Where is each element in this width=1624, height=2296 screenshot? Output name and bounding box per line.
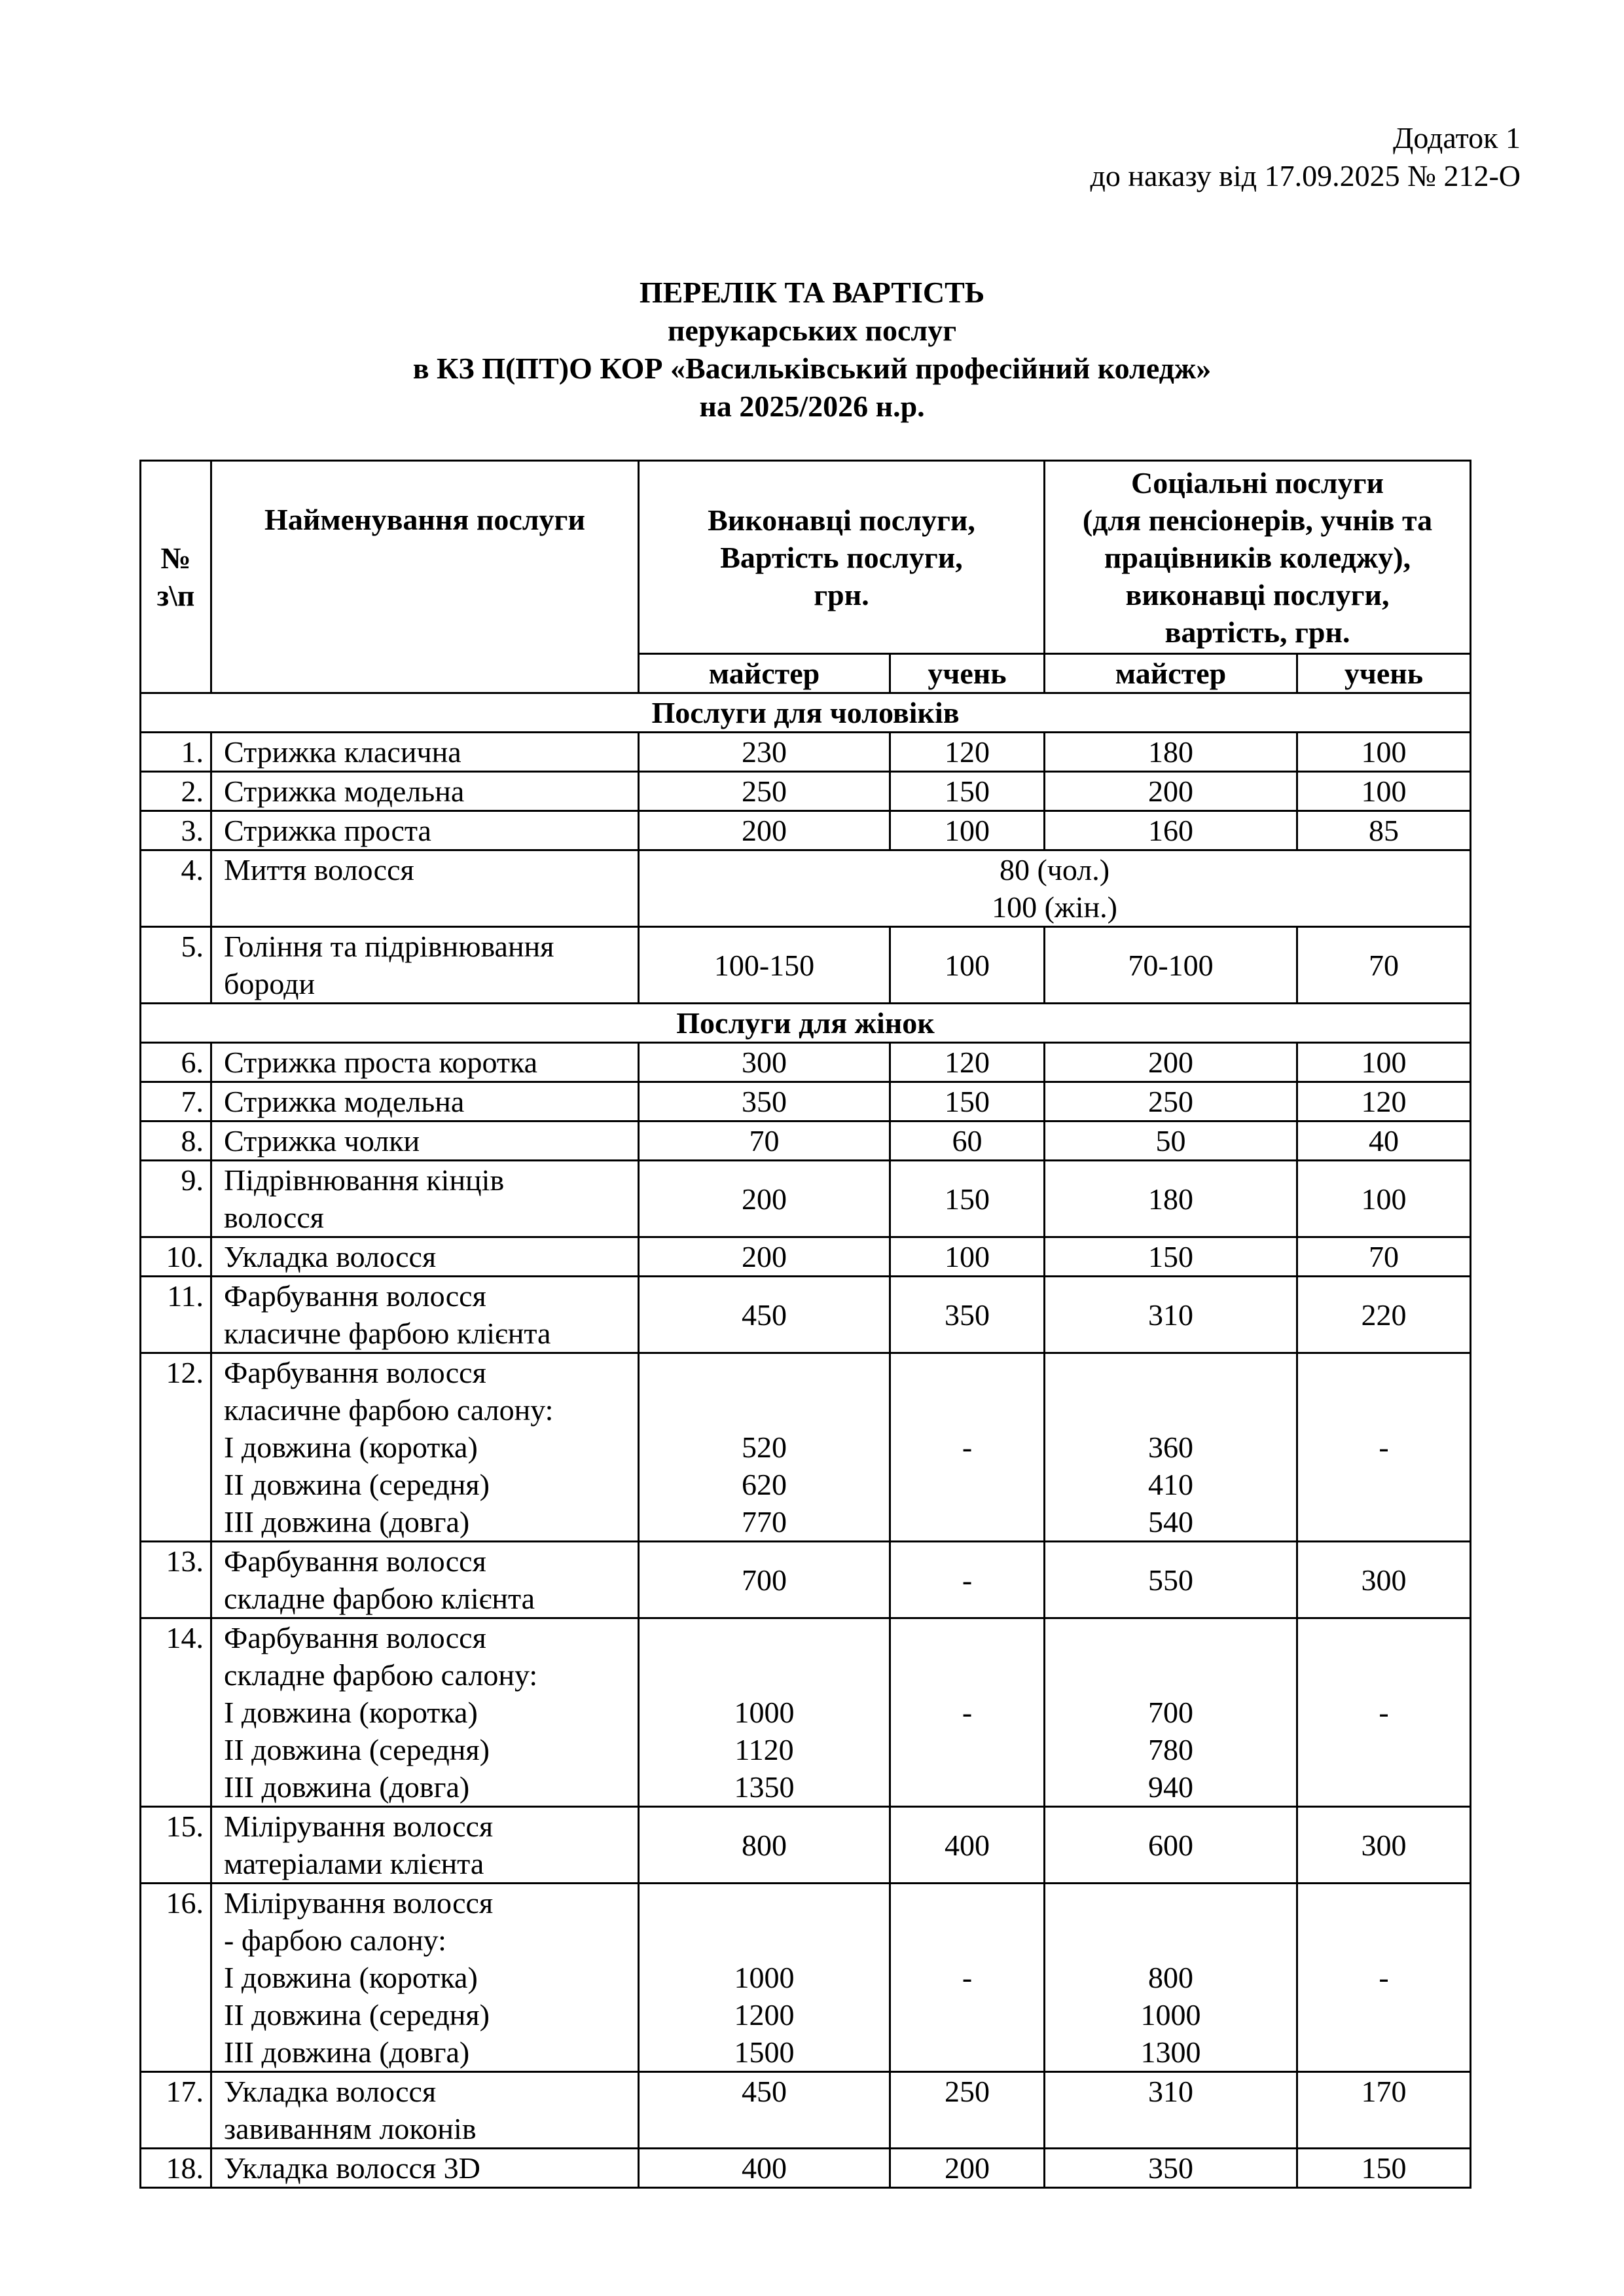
service-name-line: Фарбування волосся (224, 1356, 486, 1389)
price-master (639, 927, 890, 1004)
table-row (141, 1043, 1471, 1082)
service-name-line: Мілірування волосся (224, 1886, 494, 1920)
title-line-4: на 2025/2026 н.р. (699, 390, 925, 423)
table-row (141, 772, 1471, 811)
service-name (211, 1082, 639, 1121)
service-name (211, 1807, 639, 1884)
service-name (211, 927, 639, 1004)
service-name-line: ІІ довжина (середня) (224, 1733, 490, 1766)
price-master-value: 450 (742, 1298, 787, 1332)
service-name-line: Фарбування волосся (224, 1279, 486, 1313)
header-number (141, 461, 211, 693)
header-social-line-1: Соціальні послуги (1131, 465, 1384, 500)
service-name-line: ІІІ довжина (довга) (224, 1770, 470, 1804)
price-social-master-value: 780 (1148, 1733, 1193, 1766)
price-master (639, 1884, 890, 2072)
row-number: 17. (141, 2072, 211, 2149)
price-social-student (1297, 1807, 1471, 1884)
table-row (141, 2149, 1471, 2188)
price-social-master-value: 70-100 (1128, 948, 1214, 982)
price-student-value: 120 (945, 1046, 990, 1079)
section-title: Послуги для чоловіків (141, 693, 1471, 733)
price-student-value: 100 (945, 1240, 990, 1273)
row-number: 2. (141, 772, 211, 811)
price-social-student-value: 150 (1361, 2151, 1407, 2185)
price-student (890, 733, 1045, 772)
price-social-master-value: 540 (1148, 1505, 1193, 1539)
price-social-master-value: 1300 (1140, 2035, 1201, 2069)
row-number: 7. (141, 1082, 211, 1121)
header-social-line-2: (для пенсіонерів, учнів та (1082, 503, 1433, 537)
price-social-student (1297, 1082, 1471, 1121)
price-social-master (1045, 1884, 1297, 2072)
price-social-student-value: 100 (1361, 1046, 1407, 1079)
service-name-line: складне фарбою клієнта (224, 1582, 535, 1615)
price-student-value: - (962, 1563, 973, 1597)
price-social-master (1045, 1353, 1297, 1542)
service-name (211, 2149, 639, 2188)
price-master-value: 70 (749, 1124, 780, 1157)
price-social-student (1297, 772, 1471, 811)
price-social-master-value: 410 (1148, 1468, 1193, 1501)
price-social-student-value: 100 (1361, 735, 1407, 769)
price-social-student-value: 120 (1361, 1085, 1407, 1118)
table-row (141, 927, 1471, 1004)
price-student (890, 1277, 1045, 1353)
service-name-line: Укладка волосся 3D (224, 2151, 480, 2185)
price-master (639, 1277, 890, 1353)
table-row (141, 1618, 1471, 1807)
row-number: 5. (141, 927, 211, 1004)
title-line-3: в КЗ П(ПТ)О КОР «Васильківський професійний коледж» (412, 352, 1212, 385)
price-social-student-value: 300 (1361, 1828, 1407, 1862)
service-name-line: ІІІ довжина (довга) (224, 2035, 470, 2069)
price-social-master (1045, 2072, 1297, 2149)
header-service-name-text: Найменування послуги (264, 503, 585, 536)
price-student (890, 1082, 1045, 1121)
price-social-student (1297, 1353, 1471, 1542)
price-social-master (1045, 1161, 1297, 1237)
table-row (141, 1353, 1471, 1542)
price-master-value: 1000 (734, 1696, 795, 1729)
price-student-value: 100 (945, 814, 990, 847)
price-social-student-value: 70 (1369, 948, 1399, 982)
price-student (890, 2149, 1045, 2188)
price-master (639, 1082, 890, 1121)
price-master-value: 250 (742, 774, 787, 808)
price-master-value: 200 (742, 1240, 787, 1273)
price-social-student (1297, 811, 1471, 850)
price-social-student-value: 70 (1369, 1240, 1399, 1273)
subheader-social-student: учень (1297, 654, 1471, 693)
price-master-value: 200 (742, 1182, 787, 1216)
price-social-student (1297, 1161, 1471, 1237)
subheader-student: учень (890, 654, 1045, 693)
price-master-value: 450 (742, 2075, 787, 2108)
price-student-value: 400 (945, 1828, 990, 1862)
price-student-value: - (962, 1961, 973, 1994)
price-master-value: 200 (742, 814, 787, 847)
price-master (639, 1618, 890, 1807)
section-header-row (141, 693, 1471, 733)
document-title (0, 274, 1624, 426)
price-student (890, 772, 1045, 811)
price-social-master-value: 160 (1148, 814, 1193, 847)
annex-number: Додаток 1 (1392, 121, 1521, 155)
price-student (890, 1542, 1045, 1618)
price-student-value: 250 (945, 2075, 990, 2108)
price-social-master-value: 180 (1148, 1182, 1193, 1216)
price-social-student (1297, 2149, 1471, 2188)
price-student-value: 200 (945, 2151, 990, 2185)
header-social-line-3: працівників коледжу), (1104, 540, 1411, 574)
service-name-line: класичне фарбою салону: (224, 1393, 554, 1427)
price-social-student-value: 85 (1369, 814, 1399, 847)
price-master-value: 1000 (734, 1961, 795, 1994)
price-master (639, 811, 890, 850)
price-social-student (1297, 1277, 1471, 1353)
row-number: 12. (141, 1353, 211, 1542)
price-student (890, 1121, 1045, 1161)
price-social-student (1297, 1542, 1471, 1618)
service-name-line: Стрижка проста (224, 814, 431, 847)
service-name (211, 772, 639, 811)
price-student (890, 1043, 1045, 1082)
title-line-2: перукарських послуг (667, 314, 957, 347)
service-name-line: ІІ довжина (середня) (224, 1998, 490, 2032)
price-social-master-value: 550 (1148, 1563, 1193, 1597)
header-social-line-4: виконавці послуги, (1125, 577, 1390, 611)
service-name-line: І довжина (коротка) (224, 1430, 478, 1464)
table-row (141, 1807, 1471, 1884)
table-row (141, 1277, 1471, 1353)
price-master (639, 1237, 890, 1277)
price-social-master (1045, 1121, 1297, 1161)
order-reference: до наказу від 17.09.2025 № 212-О (1090, 159, 1521, 192)
section-header-row (141, 1004, 1471, 1043)
price-social-master-value: 310 (1148, 1298, 1193, 1332)
service-name-line: Стрижка проста коротка (224, 1046, 538, 1079)
price-master (639, 1807, 890, 1884)
price-social-student-value: 40 (1369, 1124, 1399, 1157)
price-social-master (1045, 1082, 1297, 1121)
service-name-line: І довжина (коротка) (224, 1696, 478, 1729)
price-social-student (1297, 1121, 1471, 1161)
service-name-line: Мілірування волосся (224, 1810, 494, 1843)
table-row (141, 850, 1471, 927)
price-table (139, 460, 1471, 2189)
price-social-student-value: 170 (1361, 2075, 1407, 2108)
price-student (890, 1807, 1045, 1884)
price-master (639, 772, 890, 811)
price-master-value: 400 (742, 2151, 787, 2185)
price-master-value: 1500 (734, 2035, 795, 2069)
price-master-value: 620 (742, 1468, 787, 1501)
table-row (141, 2072, 1471, 2149)
price-social-master-value: 200 (1148, 1046, 1193, 1079)
service-name-line: Стрижка чолки (224, 1124, 420, 1157)
row-number: 9. (141, 1161, 211, 1237)
price-social-master (1045, 1237, 1297, 1277)
price-social-student (1297, 1043, 1471, 1082)
price-student (890, 1353, 1045, 1542)
price-social-student (1297, 927, 1471, 1004)
service-name-line: складне фарбою салону: (224, 1658, 538, 1692)
row-number: 4. (141, 850, 211, 927)
row-number: 3. (141, 811, 211, 850)
price-social-master (1045, 733, 1297, 772)
service-name-line: ІІ довжина (середня) (224, 1468, 490, 1501)
price-social-student (1297, 1884, 1471, 2072)
row-number: 10. (141, 1237, 211, 1277)
price-master-value: 1200 (734, 1998, 795, 2032)
price-social-master-value: 180 (1148, 735, 1193, 769)
table-row (141, 811, 1471, 850)
service-name (211, 1121, 639, 1161)
table-row (141, 1082, 1471, 1121)
price-master (639, 1121, 890, 1161)
header-number-line-1: № (160, 541, 191, 575)
header-regular-price (639, 461, 1045, 654)
price-social-master-value: 200 (1148, 774, 1193, 808)
service-name (211, 811, 639, 850)
header-service-name (211, 461, 639, 693)
price-social-master-value: 940 (1148, 1770, 1193, 1804)
subheader-social-master: майстер (1045, 654, 1297, 693)
service-name (211, 1542, 639, 1618)
row-number: 18. (141, 2149, 211, 2188)
service-name-line: класичне фарбою клієнта (224, 1317, 551, 1350)
price-student (890, 1161, 1045, 1237)
service-name (211, 1277, 639, 1353)
price-student (890, 1618, 1045, 1807)
table-row (141, 1884, 1471, 2072)
price-social-master (1045, 1043, 1297, 1082)
price-master (639, 733, 890, 772)
price-social-master (1045, 1277, 1297, 1353)
service-name (211, 1161, 639, 1237)
price-master-value: 770 (742, 1505, 787, 1539)
price-master (639, 1353, 890, 1542)
price-social-student-value: 100 (1361, 1182, 1407, 1216)
row-number: 1. (141, 733, 211, 772)
price-social-master-value: 600 (1148, 1828, 1193, 1862)
service-name (211, 850, 639, 927)
section-title: Послуги для жінок (141, 1004, 1471, 1043)
price-social-master (1045, 1542, 1297, 1618)
price-social-master (1045, 1618, 1297, 1807)
price-social-master-value: 350 (1148, 2151, 1193, 2185)
service-name-line: Фарбування волосся (224, 1621, 486, 1654)
price-master-value: 520 (742, 1430, 787, 1464)
price-social-student-value: 300 (1361, 1563, 1407, 1597)
service-name-line: - фарбою салону: (224, 1923, 446, 1957)
service-name-line: завиванням локонів (224, 2112, 477, 2145)
price-student-value: - (962, 1430, 973, 1464)
table-row (141, 733, 1471, 772)
header-regular-line-2: Вартість послуги, (720, 540, 963, 574)
merged-price-value: 80 (чол.) (999, 853, 1110, 886)
price-student (890, 1237, 1045, 1277)
merged-price (639, 850, 1471, 927)
price-student-value: - (962, 1696, 973, 1729)
price-social-master-value: 360 (1148, 1430, 1193, 1464)
service-name-line: Підрівнювання кінців (224, 1163, 505, 1197)
header-social-price (1045, 461, 1471, 654)
service-name (211, 1043, 639, 1082)
price-student-value: 350 (945, 1298, 990, 1332)
service-name-line: Гоління та підрівнювання (224, 930, 554, 963)
table-row (141, 1121, 1471, 1161)
price-social-master (1045, 1807, 1297, 1884)
price-social-student (1297, 1237, 1471, 1277)
table-row (141, 1237, 1471, 1277)
price-social-student-value: - (1379, 1430, 1389, 1464)
service-name-line: Укладка волосся (224, 1240, 437, 1273)
price-master-value: 100-150 (713, 948, 815, 982)
price-social-master (1045, 772, 1297, 811)
service-name-line: волосся (224, 1201, 324, 1234)
price-social-master-value: 700 (1148, 1696, 1193, 1729)
row-number: 13. (141, 1542, 211, 1618)
price-master-value: 700 (742, 1563, 787, 1597)
price-student-value: 150 (945, 774, 990, 808)
price-student (890, 927, 1045, 1004)
price-social-student (1297, 1618, 1471, 1807)
price-master-value: 350 (742, 1085, 787, 1118)
header-regular-line-3: грн. (814, 577, 869, 611)
service-name-line: ІІІ довжина (довга) (224, 1505, 470, 1539)
price-social-student-value: 100 (1361, 774, 1407, 808)
service-name-line: Стрижка модельна (224, 774, 465, 808)
price-student (890, 811, 1045, 850)
row-number: 15. (141, 1807, 211, 1884)
service-name (211, 1353, 639, 1542)
price-social-student (1297, 2072, 1471, 2149)
price-student (890, 2072, 1045, 2149)
header-regular-line-1: Виконавці послуги, (708, 503, 975, 537)
row-number: 14. (141, 1618, 211, 1807)
service-name (211, 1618, 639, 1807)
row-number: 6. (141, 1043, 211, 1082)
price-master (639, 2149, 890, 2188)
service-name-line: матеріалами клієнта (224, 1847, 484, 1880)
table-row (141, 1161, 1471, 1237)
price-student-value: 60 (952, 1124, 983, 1157)
price-master-value: 230 (742, 735, 787, 769)
service-name-line: Укладка волосся (224, 2075, 437, 2108)
price-master (639, 2072, 890, 2149)
service-name-line: Миття волосся (224, 853, 414, 886)
row-number: 11. (141, 1277, 211, 1353)
merged-price-value: 100 (жін.) (992, 890, 1117, 924)
price-social-student-value: - (1379, 1961, 1389, 1994)
subheader-master: майстер (639, 654, 890, 693)
service-name-line: бороди (224, 967, 316, 1000)
price-table-body (141, 693, 1471, 2188)
table-row (141, 1542, 1471, 1618)
price-social-master-value: 310 (1148, 2075, 1193, 2108)
row-number: 8. (141, 1121, 211, 1161)
price-social-master-value: 800 (1148, 1961, 1193, 1994)
annex-reference (1090, 119, 1521, 195)
service-name (211, 1237, 639, 1277)
price-social-student (1297, 733, 1471, 772)
price-social-master-value: 1000 (1140, 1998, 1201, 2032)
price-student-value: 100 (945, 948, 990, 982)
service-name (211, 2072, 639, 2149)
title-line-1: ПЕРЕЛІК ТА ВАРТІСТЬ (639, 276, 985, 309)
price-social-master (1045, 927, 1297, 1004)
price-social-master (1045, 811, 1297, 850)
price-social-master-value: 50 (1155, 1124, 1186, 1157)
price-master-value: 1120 (734, 1733, 794, 1766)
price-student-value: 120 (945, 735, 990, 769)
price-student-value: 150 (945, 1085, 990, 1118)
price-master (639, 1161, 890, 1237)
price-master-value: 300 (742, 1046, 787, 1079)
service-name-line: І довжина (коротка) (224, 1961, 478, 1994)
price-master (639, 1542, 890, 1618)
price-master-value: 800 (742, 1828, 787, 1862)
price-social-master-value: 150 (1148, 1240, 1193, 1273)
price-master-value: 1350 (734, 1770, 795, 1804)
service-name-line: Стрижка класична (224, 735, 461, 769)
service-name (211, 1884, 639, 2072)
service-name-line: Фарбування волосся (224, 1544, 486, 1578)
header-number-line-2: з\п (156, 579, 195, 612)
price-student (890, 1884, 1045, 2072)
price-social-master (1045, 2149, 1297, 2188)
price-social-student-value: - (1379, 1696, 1389, 1729)
row-number: 16. (141, 1884, 211, 2072)
service-name-line: Стрижка модельна (224, 1085, 465, 1118)
price-student-value: 150 (945, 1182, 990, 1216)
price-master (639, 1043, 890, 1082)
price-social-student-value: 220 (1361, 1298, 1407, 1332)
price-social-master-value: 250 (1148, 1085, 1193, 1118)
service-name (211, 733, 639, 772)
header-social-line-5: вартість, грн. (1164, 615, 1350, 649)
